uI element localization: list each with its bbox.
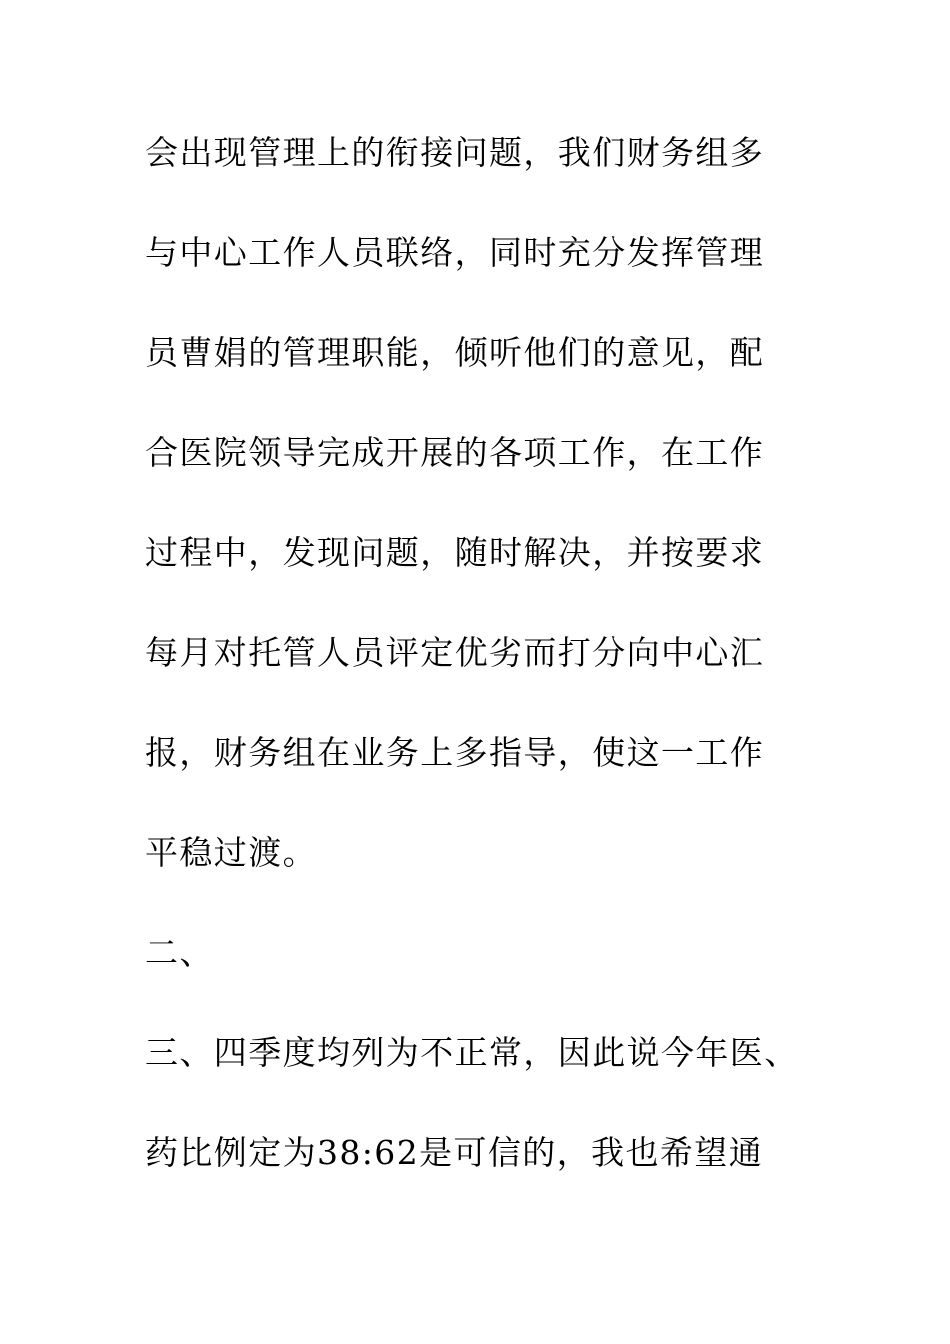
paragraph-line: 与中心工作人员联络，同时充分发挥管理 — [145, 233, 765, 272]
paragraph-line: 报，财务组在业务上多指导，使这一工作 — [145, 733, 765, 772]
paragraph-line: 平稳过渡。 — [145, 833, 317, 872]
paragraph-line: 员曹娟的管理职能，倾听他们的意见，配 — [145, 333, 765, 372]
paragraph-line: 每月对托管人员评定优劣而打分向中心汇 — [145, 633, 765, 672]
paragraph-line: 合医院领导完成开展的各项工作，在工作 — [145, 433, 765, 472]
paragraph-line: 药比例定为38:62是可信的，我也希望通 — [145, 1133, 764, 1172]
section-heading: 二、 — [145, 933, 214, 972]
paragraph-line: 会出现管理上的衔接问题，我们财务组多 — [145, 133, 765, 172]
paragraph-line: 三、四季度均列为不正常，因此说今年医、 — [145, 1033, 799, 1072]
paragraph-line: 过程中，发现问题，随时解决，并按要求 — [145, 533, 765, 572]
